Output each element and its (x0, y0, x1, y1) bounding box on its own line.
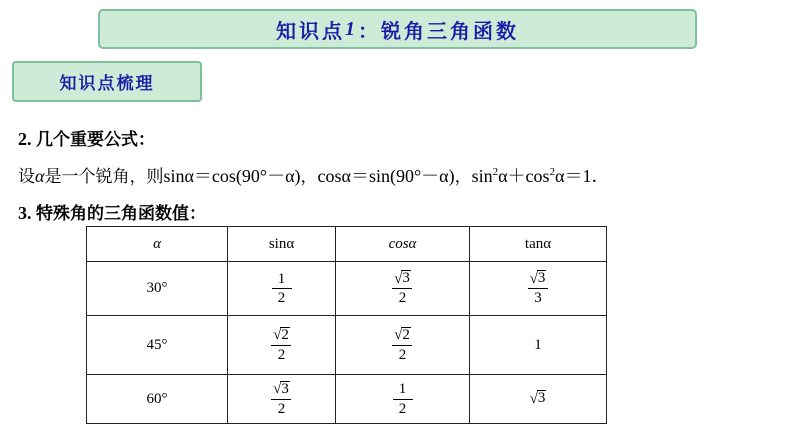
cos-45 (336, 316, 470, 375)
fraction (391, 270, 414, 307)
denominator: 2 (271, 399, 291, 418)
table-row (87, 262, 607, 316)
header-alpha-label: α (153, 235, 161, 252)
radical-sign-icon: √ (394, 270, 403, 287)
formula-line (18, 162, 609, 188)
header-sin: sinα (228, 227, 336, 262)
banner-suffix: ：锐角三角函数 (358, 18, 519, 43)
item2-text: 几个重要公式： (36, 130, 155, 150)
table-row (87, 375, 607, 424)
numerator (270, 381, 293, 399)
header-tan: tanα (470, 227, 607, 262)
title-banner (98, 9, 697, 49)
sqrt (273, 381, 290, 398)
radicand: 2 (402, 326, 410, 343)
radical-sign-icon: √ (273, 327, 282, 344)
formula-intro: 设 (18, 167, 35, 187)
numerator (391, 327, 414, 345)
sin-30 (228, 262, 336, 316)
angle-45: 45° (87, 316, 228, 375)
formula-square-1: 2 (492, 166, 499, 178)
numerator: 1 (398, 381, 407, 397)
formula-identity-3a: sin (471, 166, 493, 186)
section-tag: 知识点梳理 (12, 61, 202, 102)
sqrt (394, 270, 411, 287)
formula-square-2: 2 (549, 166, 556, 178)
numerator (391, 270, 414, 288)
radicand: 3 (281, 380, 289, 397)
sin-60 (228, 375, 336, 424)
fraction (270, 327, 293, 364)
sin-45 (228, 316, 336, 375)
denominator: 2 (392, 345, 412, 364)
banner-prefix: 知识点 (276, 18, 345, 43)
sqrt (273, 327, 290, 344)
radical-sign-icon: √ (273, 381, 282, 398)
sqrt (530, 390, 547, 407)
tan-60 (470, 375, 607, 424)
item2-number: 2. (18, 129, 32, 149)
formula-sep-2: ， (454, 167, 472, 187)
formula-sep-1: ， (300, 167, 318, 187)
radicand: 2 (281, 326, 289, 343)
sqrt (530, 270, 547, 287)
item3-number: 3. (18, 203, 32, 223)
denominator: 2 (271, 345, 291, 364)
header-cos-label: cosα (388, 235, 417, 252)
header-cos (336, 227, 470, 262)
denominator: 3 (528, 288, 548, 307)
tan-45: 1 (470, 316, 607, 375)
radicand: 3 (537, 390, 546, 407)
numerator (527, 270, 550, 288)
formula-identity-3c: α＝1． (555, 166, 610, 186)
denominator: 2 (392, 288, 412, 307)
cos-60 (336, 375, 470, 424)
formula-identity-1: sinα＝cos(90°－α) (163, 166, 301, 186)
formula-identity-3b: α＋cos (498, 166, 550, 186)
table-row (87, 316, 607, 375)
numerator (270, 327, 293, 345)
formula-identity-2: cosα＝sin(90°－α) (317, 166, 455, 186)
item3-text: 特殊角的三角函数值： (36, 204, 206, 224)
fraction (393, 381, 413, 417)
angle-60: 60° (87, 375, 228, 424)
formula-intro-2: 是一个锐角，则 (44, 167, 164, 187)
fraction (272, 271, 292, 307)
fraction (270, 381, 293, 418)
item3-heading (18, 199, 206, 224)
sqrt (394, 327, 411, 344)
trig-values-table (86, 226, 607, 424)
radicand: 3 (402, 270, 410, 287)
denominator: 2 (272, 288, 292, 307)
denominator: 2 (393, 399, 413, 418)
numerator: 1 (277, 270, 286, 287)
table-header-row (87, 227, 607, 262)
fraction (391, 327, 414, 364)
radical-sign-icon: √ (529, 390, 538, 407)
cos-30 (336, 262, 470, 316)
tan-30 (470, 262, 607, 316)
formula-alpha: α (35, 166, 45, 186)
radical-sign-icon: √ (529, 270, 538, 287)
radicand: 3 (537, 270, 546, 287)
fraction (527, 270, 550, 307)
banner-number: 1 (345, 17, 358, 40)
angle-30: 30° (87, 262, 228, 316)
radical-sign-icon: √ (394, 327, 403, 344)
header-alpha (87, 227, 228, 262)
item2-heading (18, 125, 155, 150)
